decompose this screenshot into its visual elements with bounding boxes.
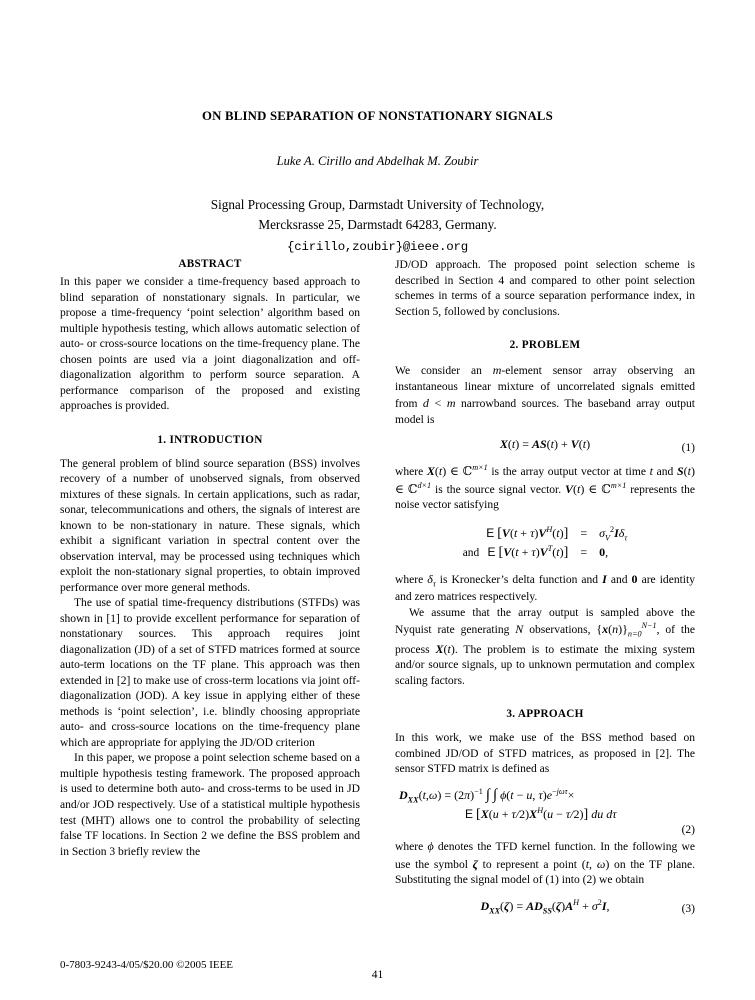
equation-3-number: (3) — [681, 903, 695, 916]
equation-noise-row-2-lhs: E $[V(t + \tau)V^T(t)]$ — [487, 544, 569, 561]
symbol-zero: 0 — [631, 572, 638, 587]
approach-text-a: where — [395, 841, 428, 854]
problem-text-o: , of the process — [395, 624, 696, 656]
equation-noise-moments-table — [463, 524, 628, 562]
equation-2 — [395, 787, 695, 836]
problem-text-g: is the source signal vector. — [431, 483, 566, 496]
equation-2-number: (2) — [681, 824, 695, 837]
symbol-m-2: m — [446, 396, 456, 411]
problem-text-n: observations, — [523, 624, 597, 637]
problem-text-e: is the array output vector at time — [487, 466, 650, 479]
section-heading-introduction: 1. INTRODUCTION — [157, 433, 263, 446]
problem-text-l: are identity and zero matrices respectively. — [395, 574, 695, 604]
symbol-observation-set: $\{x(n)\}_{n=0}^{N-1}$ — [596, 621, 657, 639]
equation-noise-row-2-relation: = — [580, 545, 588, 560]
problem-paragraph-2 — [395, 463, 695, 514]
equation-1-body: X(t) = AS(t) + V(t) — [499, 437, 591, 452]
equation-noise-row-2-label: and — [462, 547, 480, 560]
problem-text-h: represents the noise vector satisfying — [395, 483, 695, 512]
section-heading-approach: 3. APPROACH — [506, 708, 584, 721]
paper-header — [60, 108, 695, 257]
introduction-paragraph-1: The general problem of blind source separation (BSS) involves recovery of a number of unobserved signals, from observed mixtures of these signals. In certain applications, such as radar, sonar, telecommunications and others, the signals of interest are known to be non-stationary in nature. These signals, which exhibit a significant variation in spectral content over the observation interval, may be processed using techniques which exploit the non-stationary signal properties, to obtain improved performance over more general methods. — [60, 457, 360, 594]
author-list: Luke A. Cirillo and Abdelhak M. Zoubir — [276, 153, 479, 168]
page-number: 41 — [371, 969, 384, 981]
affiliation — [60, 195, 695, 257]
equation-3-body: $D_{XX}(\zeta) = AD_{SS}(\zeta)A^H + \sigma^2I$, — [480, 897, 610, 916]
introduction-paragraph-continued: JD/OD approach. The proposed point selection scheme is described in Section 4 and compared to other point selection schemes in terms of a source separation performance index, in Section 5, followed by conclusions. — [395, 259, 695, 318]
symbol-t: t — [649, 464, 653, 479]
symbol-t-omega-point: (t, ω) — [581, 856, 610, 871]
problem-text-f: and — [652, 466, 677, 479]
equation-1 — [395, 437, 695, 454]
equation-noise-row-1-lhs: E $[V(t + \tau)V^H(t)]$ — [486, 524, 569, 541]
symbol-S-t-space: S(t) ∈ ℂ$^{d\times 1}$ — [395, 464, 695, 496]
abstract-text: In this paper we consider a time-frequency based approach to blind separation of nonstationary signals. In particular, we propose a time-frequency ‘point selection’ algorithm based on multiple hypothesis testing, which allows automatic selection of auto- or cross-source locations on the time-frequency plane. The chosen points are used via a joint diagonalization and off-diagonalization algorithm to perform source separation. A performance comparison of the proposed and existing approaches is provided. — [60, 276, 360, 413]
problem-text-a: We consider an — [395, 365, 493, 378]
approach-paragraph-1: In this work, we make use of the BSS method based on combined JD/OD of STFD matrices, as proposed in [2]. The sensor STFD matrix is defined as — [395, 732, 695, 776]
problem-text-j: is Kronecker’s delta function and — [435, 574, 603, 587]
problem-text-b: -element sensor array observing an instantaneous linear mixture of uncorrelated signals emitted from — [395, 365, 695, 411]
problem-text-m: We assume that the array output is sampled above the Nyquist rate generating — [395, 606, 695, 637]
problem-text-k: and — [606, 574, 632, 587]
equation-noise-row-2 — [463, 543, 628, 562]
symbol-V-t-space: V(t) ∈ ℂ$^{m\times 1}$ — [565, 480, 627, 496]
problem-text-p: . The problem is to estimate the mixing system and/or source signals, up to unknown permutation and complex scaling factors. — [395, 643, 695, 687]
equation-noise-moments — [395, 524, 695, 562]
body-columns — [60, 258, 696, 916]
affiliation-line-1: Signal Processing Group, Darmstadt University of Technology, — [210, 196, 545, 212]
symbol-less-than: < — [428, 396, 447, 411]
problem-paragraph-4 — [395, 606, 695, 689]
equation-noise-row-1-label — [463, 524, 486, 543]
symbol-X-t-space: X(t) ∈ ℂ$^{m\times 1}$ — [426, 463, 488, 479]
approach-text-c: to represent a point — [477, 858, 582, 871]
approach-text-b: denotes the TFD kernel function. In the following we use the symbol — [395, 841, 695, 871]
problem-text-i: where — [395, 574, 428, 587]
symbol-m: m — [492, 363, 502, 378]
equation-2-line-1: $D_{XX}(t,\omega) = (2\pi)^{-1}$ ∫ ∫ ϕ(t − u, $\tau)e^{-j\omega\tau}\times$ — [399, 786, 575, 805]
approach-paragraph-2 — [395, 838, 695, 889]
page-title: ON BLIND SEPARATION OF NONSTATIONARY SIGNALS — [202, 109, 553, 123]
contact-email: {cirillo,zoubir}@ieee.org — [287, 239, 468, 254]
right-column — [395, 258, 695, 924]
symbol-N: N — [515, 622, 524, 637]
copyright-notice: 0-7803-9243-4/05/$20.00 ©2005 IEEE — [60, 959, 234, 971]
introduction-paragraph-2: The use of spatial time-frequency distributions (STFDs) was shown in [1] to provide excellent performance for separation of nonstationary sources. This approach requires joint diagonalization (JD) of a set of STFD matrices formed at source auto-term locations on the TF plane. This approach was then extended in [2] to make use of cross-term locations via joint off-diagonalization (JOD). A key issue in applying either of these methods is ‘point selection’, i.e. blindly choosing appropriate auto- and cross-source locations on the time-frequency plane which are appropriate for applying the JD/OD criterion — [60, 597, 360, 749]
equation-noise-row-1-relation: = — [580, 525, 588, 540]
equation-1-number: (1) — [681, 442, 695, 455]
problem-text-c: narrowband sources. The baseband array output model is — [395, 398, 695, 426]
equation-noise-row-1-rhs: $\sigma_V^2I\delta_\tau$ — [599, 524, 628, 543]
problem-paragraph-3 — [395, 571, 695, 606]
equation-noise-row-2-rhs: 0, — [599, 545, 609, 560]
symbol-varphi: ϕ — [427, 839, 434, 854]
equation-2-line-2: E $[X(u + \tau/2)X^H(u - \tau/2)]$ du dτ — [465, 806, 617, 823]
introduction-paragraph-3: In this paper, we propose a point selection scheme based on a multiple hypothesis testing framework. The proposed approach is used to determine both auto- and cross-terms to be used in JD and/or JOD respectively. Use of a statistical multiple hypothesis test (MHT) allows one to control the probability of selecting false TF locations. In Section 2 we define the BSS problem and in Section 3 briefly review the — [60, 752, 360, 858]
approach-text-d: on the TF plane. Substituting the signal model of (1) into (2) we obtain — [395, 858, 696, 887]
affiliation-line-2: Mercksrasse 25, Darmstadt 64283, Germany. — [258, 217, 497, 233]
symbol-d: d — [422, 396, 429, 411]
symbol-I: I — [602, 572, 607, 587]
left-column — [60, 258, 360, 860]
symbol-X-t-process: X(t) — [435, 641, 455, 656]
equation-noise-row-1 — [463, 524, 628, 543]
problem-text-d: where — [395, 466, 427, 479]
abstract-heading: ABSTRACT — [178, 258, 242, 270]
problem-paragraph-1 — [395, 362, 695, 428]
section-heading-problem: 2. PROBLEM — [509, 339, 581, 352]
symbol-zeta: ζ — [472, 856, 478, 871]
symbol-delta-tau: $\delta_\tau$ — [427, 572, 436, 589]
equation-3 — [395, 898, 695, 915]
